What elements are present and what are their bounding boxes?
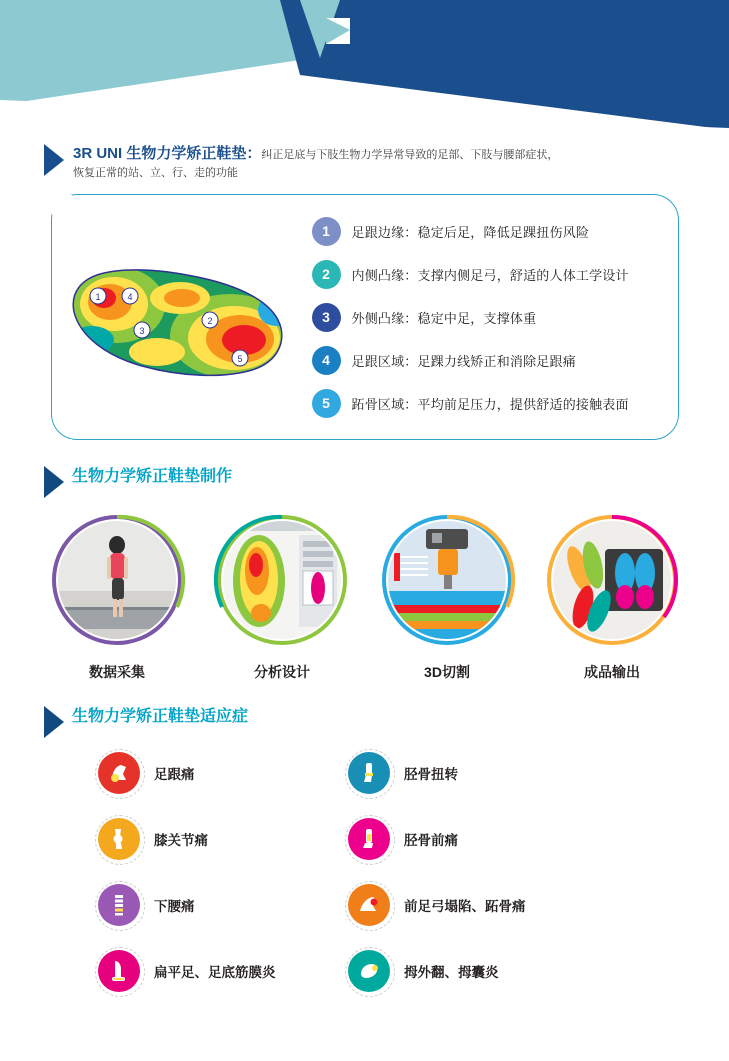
process-ring-4 (544, 512, 680, 648)
product-intro (0, 130, 729, 182)
process-step-4 (537, 512, 687, 682)
indication-label-4: 胫骨前痛 (404, 833, 458, 849)
insole-pressure-map (62, 240, 302, 390)
indication-item-1 (98, 752, 348, 794)
svg-text:3: 3 (138, 325, 145, 336)
legend-item-1 (312, 217, 662, 246)
svg-text:2: 2 (206, 315, 213, 326)
indication-item-5 (98, 884, 348, 926)
legend-number-1: 1 (312, 217, 341, 246)
legend-item-5 (312, 389, 662, 418)
legend-text-2: 内侧凸缘：支撑内侧足弓，舒适的人体工学设计 (351, 267, 629, 283)
dashed-ring (95, 881, 145, 931)
arrow-marker-indications (44, 706, 64, 738)
svg-text:4: 4 (126, 291, 133, 302)
indication-item-4 (348, 818, 598, 860)
process-ring-1 (49, 512, 185, 648)
indications-grid (0, 738, 698, 1016)
insole-marker-4 (122, 288, 138, 304)
legend-item-4 (312, 346, 662, 375)
brand-name: 3R UNI (73, 145, 127, 162)
svg-text:5: 5 (236, 353, 243, 364)
finished-insoles-photo (553, 521, 671, 639)
bunion-icon (348, 950, 390, 992)
tibial-torsion-icon (348, 752, 390, 794)
process-photo-2 (223, 521, 341, 639)
legend-text-3: 外侧凸缘：稳定中足，支撑体重 (351, 310, 537, 326)
product-desc-line2: 恢复正常的站、立、行、走的功能 (73, 167, 238, 180)
cnc-cutting-photo (388, 521, 506, 639)
legend-number-3: 3 (312, 303, 341, 332)
legend-list (312, 217, 678, 418)
legend-item-3 (312, 303, 662, 332)
process-photo-1 (58, 521, 176, 639)
process-ring-2 (214, 512, 350, 648)
legend-number-2: 2 (312, 260, 341, 289)
indication-label-3: 膝关节痛 (154, 833, 208, 849)
heel-pain-icon (98, 752, 140, 794)
process-label-4: 成品输出 (584, 664, 640, 681)
forefoot-arch-icon (348, 884, 390, 926)
indication-label-8: 拇外翻、拇囊炎 (404, 965, 499, 981)
gait-analysis-photo (58, 521, 176, 639)
legend-text-4: 足跟区域：足踝力线矫正和消除足跟痛 (351, 353, 576, 369)
process-ring-3 (379, 512, 515, 648)
indication-label-7: 扁平足、足底筋膜炎 (154, 965, 276, 981)
dashed-ring (95, 749, 145, 799)
indication-label-2: 胫骨扭转 (404, 767, 458, 783)
process-label-3: 3D切割 (424, 664, 470, 681)
dashed-ring (95, 815, 145, 865)
indications-title: 生物力学矫正鞋垫适应症 (72, 708, 249, 726)
indication-item-6 (348, 884, 598, 926)
legend-number-5: 5 (312, 389, 341, 418)
dashed-ring (345, 749, 395, 799)
insole-legend-card (51, 194, 679, 440)
banner-graphic (0, 0, 729, 130)
legend-text-5: 跖骨区域：平均前足压力，提供舒适的接触表面 (351, 396, 629, 412)
knee-pain-icon (98, 818, 140, 860)
low-back-pain-icon (98, 884, 140, 926)
product-desc-line1: 纠正足底与下肢生物力学异常导致的足部、下肢与腰部症状， (261, 149, 559, 161)
shin-splint-icon (348, 818, 390, 860)
process-step-1 (42, 512, 192, 682)
svg-text:1: 1 (94, 291, 101, 302)
product-intro-text (73, 142, 558, 182)
dashed-ring (345, 815, 395, 865)
indication-item-3 (98, 818, 348, 860)
arrow-marker-intro (44, 144, 64, 176)
process-photo-3 (388, 521, 506, 639)
product-name: 生物力学矫正鞋垫： (126, 145, 262, 162)
insole-marker-1 (90, 288, 106, 304)
flatfoot-icon (98, 950, 140, 992)
process-step-3 (372, 512, 522, 682)
design-software-photo (223, 521, 341, 639)
product-intro-line (73, 142, 558, 164)
legend-text-1: 足跟边缘：稳定后足，降低足踝扭伤风险 (351, 224, 590, 240)
indications-heading (0, 682, 729, 738)
indication-item-8 (348, 950, 598, 992)
arrow-marker-process (44, 466, 64, 498)
legend-number-4: 4 (312, 346, 341, 375)
insole-illustration (52, 240, 312, 395)
indication-item-7 (98, 950, 348, 992)
indication-label-5: 下腰痛 (154, 899, 195, 915)
process-title: 生物力学矫正鞋垫制作 (72, 468, 233, 486)
process-label-1: 数据采集 (89, 664, 145, 681)
process-steps (0, 498, 729, 682)
indication-label-6: 前足弓塌陷、跖骨痛 (404, 899, 526, 915)
insole-marker-2 (202, 312, 218, 328)
dashed-ring (345, 947, 395, 997)
top-banner (0, 0, 729, 130)
insole-marker-3 (134, 322, 150, 338)
dashed-ring (95, 947, 145, 997)
dashed-ring (345, 881, 395, 931)
indication-label-1: 足跟痛 (154, 767, 195, 783)
process-label-2: 分析设计 (254, 664, 310, 681)
process-step-2 (207, 512, 357, 682)
process-photo-4 (553, 521, 671, 639)
insole-marker-5 (232, 350, 248, 366)
indication-item-2 (348, 752, 598, 794)
process-heading (0, 440, 729, 498)
legend-item-2 (312, 260, 662, 289)
